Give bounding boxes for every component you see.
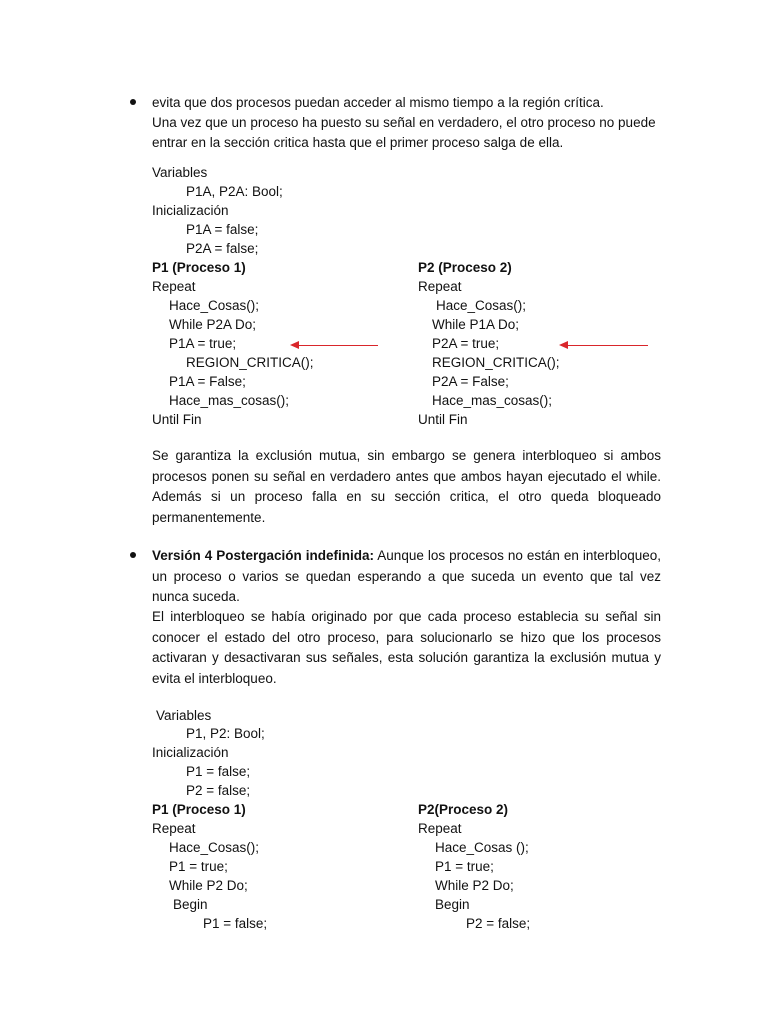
code-line: Until Fin <box>418 412 468 427</box>
paragraph-line: Una vez que un proceso ha puesto su señal en verdadero, el otro proceso no puede <box>152 115 656 130</box>
bullet-dot <box>130 552 136 558</box>
code-line: Repeat <box>418 821 462 836</box>
bullet-text: evita que dos procesos puedan acceder al mismo tiempo a la región crítica. <box>152 95 604 110</box>
code-line: Hace_Cosas (); <box>435 840 529 855</box>
code-line: P2 = false; <box>466 916 531 931</box>
code-line: P1 = true; <box>435 859 494 874</box>
code-line: P1 = true; <box>169 859 228 874</box>
code-line: P1 = false; <box>203 916 268 931</box>
code-line: Hace_mas_cosas(); <box>432 393 553 408</box>
code-line: Repeat <box>152 279 196 294</box>
p1-title: P1 (Proceso 1) <box>152 260 246 275</box>
code-line: REGION_CRITICA(); <box>186 355 314 370</box>
version4-heading: Versión 4 Postergación indefinida: <box>152 548 375 563</box>
variables-declaration: P1A, P2A: Bool; <box>186 184 283 199</box>
code-line: Hace_Cosas(); <box>436 298 527 313</box>
version4-paragraph: El interbloqueo se había originado por que cada proceso establecia su señal sin conocer el estado del otro proceso, para solucionarlo se hizo que los procesos activaran y desactivaran sus señales, esta solución garantiza la exclusión mutua y evita el interbloqueo. <box>152 609 661 686</box>
code-line: While P2A Do; <box>169 317 257 332</box>
code-line: While P1A Do; <box>432 317 520 332</box>
code-line: Begin <box>435 897 470 912</box>
init-line: P2A = false; <box>186 241 259 256</box>
init-label: Inicialización <box>152 203 229 218</box>
p2-title: P2 (Proceso 2) <box>418 260 512 275</box>
variables-declaration: P1, P2: Bool; <box>186 726 265 741</box>
code-line: P1A = true; <box>169 336 237 351</box>
code-line: Until Fin <box>152 412 202 427</box>
code-line: Hace_Cosas(); <box>169 298 260 313</box>
conclusion-paragraph: Se garantiza la exclusión mutua, sin embargo se genera interbloqueo si ambos procesos ponen su señal en verdadero antes que ambos hayan ejecutado el while. Además si un proceso falla en su sección critica, el otro queda bloqueado permanentemente. <box>152 448 661 525</box>
version4-intro-paragraph <box>152 546 661 608</box>
variables-label: Variables <box>152 165 208 180</box>
code-line: Hace_mas_cosas(); <box>169 393 290 408</box>
code-line: While P2 Do; <box>435 878 514 893</box>
paragraph-line: entrar en la sección critica hasta que el primer proceso salga de ella. <box>152 135 564 150</box>
code-line: Repeat <box>152 821 196 836</box>
variables-label: Variables <box>156 708 212 723</box>
bullet-dot <box>130 99 136 105</box>
code-line: P2A = False; <box>432 374 509 389</box>
code-line: While P2 Do; <box>169 878 248 893</box>
code-line: Hace_Cosas(); <box>169 840 260 855</box>
code-line: Repeat <box>418 279 462 294</box>
code-line: Begin <box>173 897 208 912</box>
init-label: Inicialización <box>152 745 229 760</box>
init-line: P1 = false; <box>186 764 251 779</box>
init-line: P1A = false; <box>186 222 259 237</box>
code-line: REGION_CRITICA(); <box>432 355 560 370</box>
init-line: P2 = false; <box>186 783 251 798</box>
p2-title: P2(Proceso 2) <box>418 802 509 817</box>
code-line: P1A = False; <box>169 374 246 389</box>
code-line: P2A = true; <box>432 336 500 351</box>
p1-title: P1 (Proceso 1) <box>152 802 246 817</box>
version4-intro: Aunque los procesos no están en interbloqueo, un proceso o varios se quedan esperando a que suceda un evento que tal vez nunca suceda. <box>152 548 661 604</box>
